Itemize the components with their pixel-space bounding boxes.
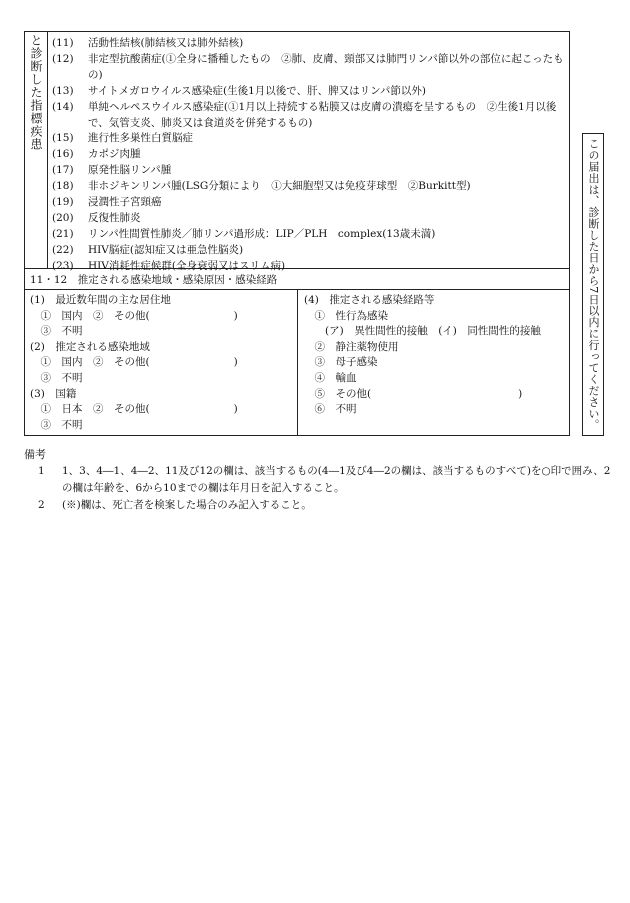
item-text: 反復性肺炎: [88, 211, 141, 224]
item-text: 進行性多巣性白質脳症: [88, 132, 193, 145]
item-number: (17): [52, 164, 74, 177]
remarks-section: [24, 447, 614, 514]
route-option-iv-drug[interactable]: ② 静注薬物使用: [304, 340, 399, 353]
item-text: 原発性脳リンパ腫: [88, 164, 172, 177]
deadline-note: この届出は、診断した日から7日以内に行ってください。: [587, 138, 600, 431]
nationality-options[interactable]: ① 日本 ② その他( ): [30, 403, 238, 416]
diagnosis-section: [25, 32, 569, 272]
item-number: (14): [52, 100, 74, 113]
route-option-other[interactable]: ⑤ その他( ): [304, 387, 523, 400]
nationality-unknown-option[interactable]: ③ 不明: [30, 418, 83, 431]
nationality-heading: (3) 国籍: [30, 387, 77, 400]
diagnosis-item-16[interactable]: [52, 147, 567, 163]
diagnosis-item-21[interactable]: [52, 227, 567, 243]
section-title: 11・12 推定される感染地域・感染原因・感染経路: [30, 274, 278, 286]
column-divider: [297, 289, 298, 435]
route-option-mother-child[interactable]: ③ 母子感染: [304, 356, 378, 369]
residence-region-nationality-column: [30, 293, 238, 433]
residence-heading: (1) 最近数年間の主な居住地: [30, 294, 171, 306]
item-number: (22): [52, 243, 74, 256]
diagnosis-item-22[interactable]: [52, 243, 567, 259]
residence-options[interactable]: ① 国内 ② その他( ): [30, 309, 238, 322]
item-text: リンパ性間質性肺炎／肺リンパ過形成：LIP／PLH complex(13歳未満): [88, 227, 436, 240]
item-text: 非定型抗酸菌症(①全身に播種したもの ②肺、皮膚、頸部又は肺門リンパ節以外の部位に起こったもの): [88, 52, 564, 81]
deadline-note-box: [582, 133, 604, 436]
diagnosis-item-15[interactable]: [52, 131, 567, 147]
infection-route-column: [304, 293, 541, 418]
diagnosis-item-17[interactable]: [52, 163, 567, 179]
remark-text: (※)欄は、死亡者を検案した場合のみ記入すること。: [62, 499, 312, 511]
remark-item-2: [38, 497, 614, 514]
diagnosis-item-12[interactable]: [52, 52, 567, 84]
region-heading: (2) 推定される感染地域: [30, 340, 150, 353]
region-unknown-option[interactable]: ③ 不明: [30, 371, 83, 384]
item-number: (16): [52, 148, 74, 161]
remark-number: 1: [38, 465, 45, 477]
diagnosis-item-13[interactable]: [52, 84, 567, 100]
item-text: HIV消耗性症候群(全身衰弱又はスリム病): [88, 259, 286, 272]
remark-item-1: [38, 463, 614, 497]
item-text: 活動性結核(肺結核又は肺外結核): [88, 37, 244, 49]
infection-section: [25, 289, 569, 435]
item-text: 単純ヘルペスウイルス感染症(①1月以上持続する粘膜又は皮膚の潰瘍を呈するもの ②生後1月以後で、気管支炎、肺炎又は食道炎を併発するもの): [88, 100, 557, 129]
remark-text: 1、3、4―1、4―2、11及び12の欄は、該当するもの(4―1及び4―2の欄は、該当するものすべて)を○印で囲み、2の欄は年齢を、6から10までの欄は年月日を記入すること。: [62, 465, 611, 494]
remarks-title: 備考: [24, 448, 46, 461]
item-text: 非ホジキンリンパ腫(LSG分類により ①大細胞型又は免疫芽球型 ②Burkitt型): [88, 180, 471, 193]
item-text: HIV脳症(認知症又は亜急性脳炎): [88, 243, 244, 256]
route-heading: (4) 推定される感染経路等: [304, 294, 435, 306]
region-options[interactable]: ① 国内 ② その他( ): [30, 356, 238, 369]
item-number: (20): [52, 211, 74, 224]
form-frame: [24, 31, 570, 436]
diagnosis-item-14[interactable]: [52, 100, 567, 132]
diagnosis-item-19[interactable]: [52, 195, 567, 211]
route-option-sexual[interactable]: ① 性行為感染: [304, 309, 388, 322]
item-number: (23): [52, 259, 74, 272]
item-number: (21): [52, 227, 74, 240]
item-number: (13): [52, 84, 74, 97]
diagnosis-item-20[interactable]: [52, 211, 567, 227]
item-number: (18): [52, 180, 74, 193]
item-text: 浸潤性子宮頸癌: [88, 196, 162, 209]
diagnosis-item-11[interactable]: [52, 36, 567, 52]
diagnosis-list: [52, 36, 567, 275]
remark-number: 2: [38, 499, 45, 511]
item-number: (12): [52, 52, 74, 65]
residence-unknown-option[interactable]: ③ 不明: [30, 325, 83, 338]
item-number: (11): [52, 37, 74, 49]
item-text: サイトメガロウイルス感染症(生後1月以後で、肝、脾又はリンパ節以外): [88, 84, 426, 97]
route-sub-options[interactable]: (ア) 異性間性的接触 (イ) 同性間性的接触: [304, 325, 541, 338]
diagnosis-label: と診断した指標疾患: [29, 34, 43, 151]
diagnosis-label-cell: [25, 32, 48, 268]
item-text: カポジ肉腫: [88, 148, 141, 161]
route-option-unknown[interactable]: ⑥ 不明: [304, 403, 357, 416]
infection-section-header: [25, 268, 569, 290]
route-option-transfusion[interactable]: ④ 輸血: [304, 371, 357, 384]
diagnosis-item-18[interactable]: [52, 179, 567, 195]
item-number: (19): [52, 196, 74, 209]
item-number: (15): [52, 132, 74, 145]
